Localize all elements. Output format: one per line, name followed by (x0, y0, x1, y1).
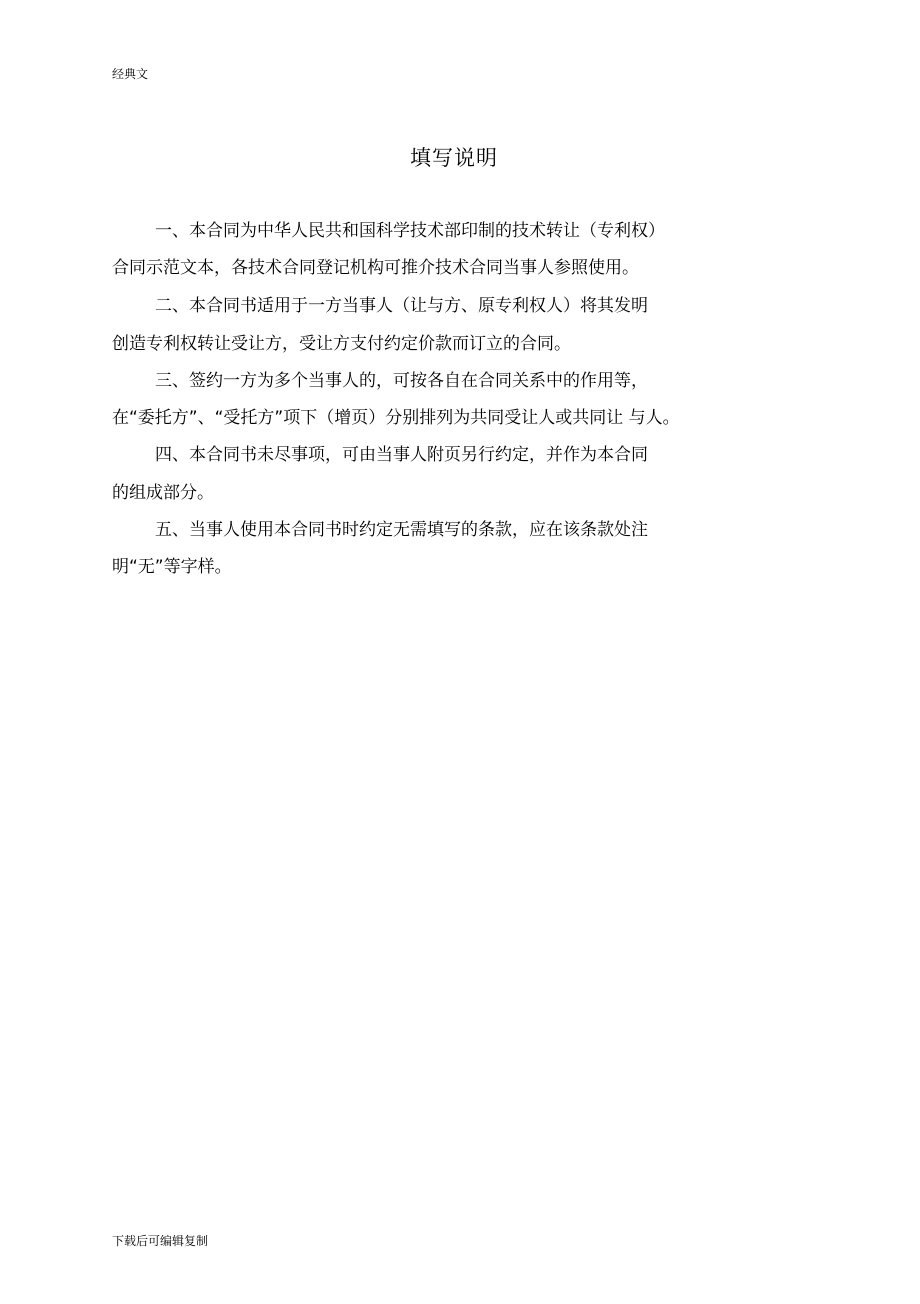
instruction-line: 一、本合同为中华人民共和国科学技术部印制的技术转让（专利权） (155, 221, 665, 241)
instruction-line: 合同示范文本，各技术合同登记机构可推介技术合同当事人参照使用。 (112, 258, 639, 278)
instruction-line: 三、签约一方为多个当事人的，可按各自在合同关系中的作用等， (155, 371, 648, 391)
instruction-line: 的组成部分。 (112, 483, 214, 503)
instruction-line: 在“委托方”、“受托方”项下（增页）分别排列为共同受让人或共同让 与人。 (112, 408, 680, 428)
instruction-line: 四、本合同书未尽事项，可由当事人附页另行约定，并作为本合同 (155, 445, 648, 465)
page-footer-label: 下载后可编辑复制 (112, 1234, 209, 1248)
instruction-line: 明“无”等字样。 (112, 557, 232, 577)
page-header-label: 经典文 (112, 67, 149, 81)
instruction-line: 创造专利权转让受让方，受让方支付约定价款而订立的合同。 (112, 334, 571, 354)
instruction-line: 二、本合同书适用于一方当事人（让与方、原专利权人）将其发明 (155, 296, 648, 316)
instruction-line: 五、当事人使用本合同书时约定无需填写的条款，应在该条款处注 (155, 520, 648, 540)
document-title: 填写说明 (410, 146, 498, 170)
